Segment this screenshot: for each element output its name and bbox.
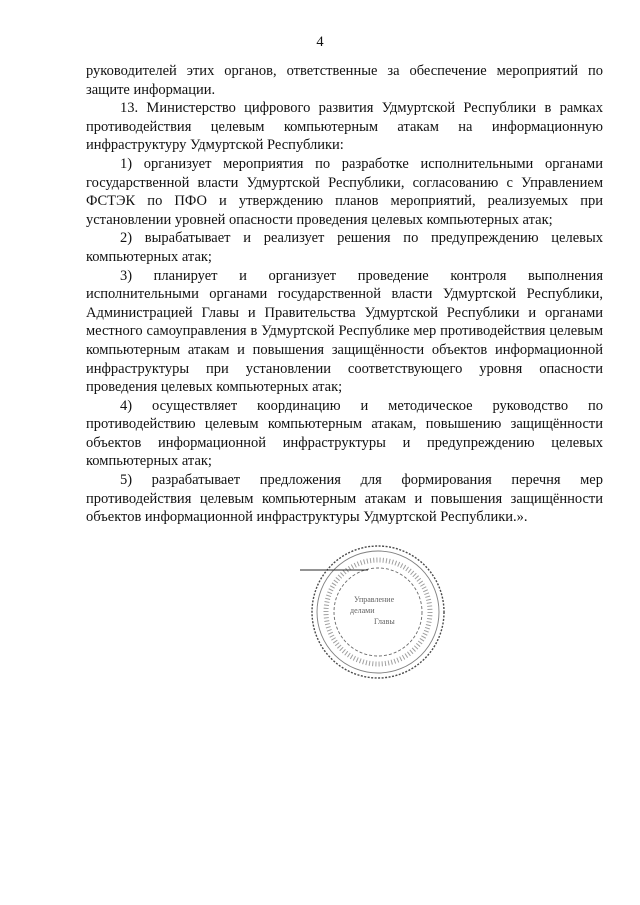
paragraph-item-13: 13. Министерство цифрового развития Удмуртской Республики в рамках противодействия целевым компьютерным атакам на информационную инфраструктуру Удмуртской Республики: [86,100,603,154]
stamp-text-line-3: Главы [374,617,395,626]
official-stamp [296,530,456,690]
stamp-text-line-2: делами [350,606,375,615]
page-number: 4 [316,34,324,50]
document-body [86,62,603,527]
paragraph-subitem-2: 2) вырабатывает и реализует решения по предупреждению целевых компьютерных атак; [86,230,603,265]
paragraph-subitem-5: 5) разрабатывает предложения для формирования перечня мер противодействия целевым компьютерным атакам и повышения защищённости объектов информационной инфраструктуры Удмуртской Республики.». [86,472,603,526]
paragraph-continuation: руководителей этих органов, ответственные за обеспечение мероприятий по защите информации. [86,63,603,98]
stamp-seal-icon [296,530,456,690]
paragraph-subitem-1: 1) организует мероприятия по разработке исполнительными органами государственной власти Удмуртской Республики, согласованию с Управлением ФСТЭК по ПФО и утверждению планов мероприятий, реализуемых при установлении уровней опасности проведения целевых компьютерных атак; [86,155,603,228]
stamp-text-line-1: Управление [354,595,395,604]
paragraph-subitem-4: 4) осуществляет координацию и методическое руководство по противодействию целевым компьютерным атакам, повышению защищённости объектов информационной инфраструктуры и предупреждению целевых компьютерных атак; [86,397,603,470]
paragraph-subitem-3: 3) планирует и организует проведение контроля выполнения исполнительными органами государственной власти Удмуртской Республики, Администрацией Главы и Правительства Удмуртской Республики и органами местного самоуправления в Удмуртской Республике мер противодействия целевым компьютерным атакам и повышения защищённости объектов информационной инфраструктуры при установлении соответствующего уровня опасности проведения целевых компьютерных атак; [86,267,603,396]
